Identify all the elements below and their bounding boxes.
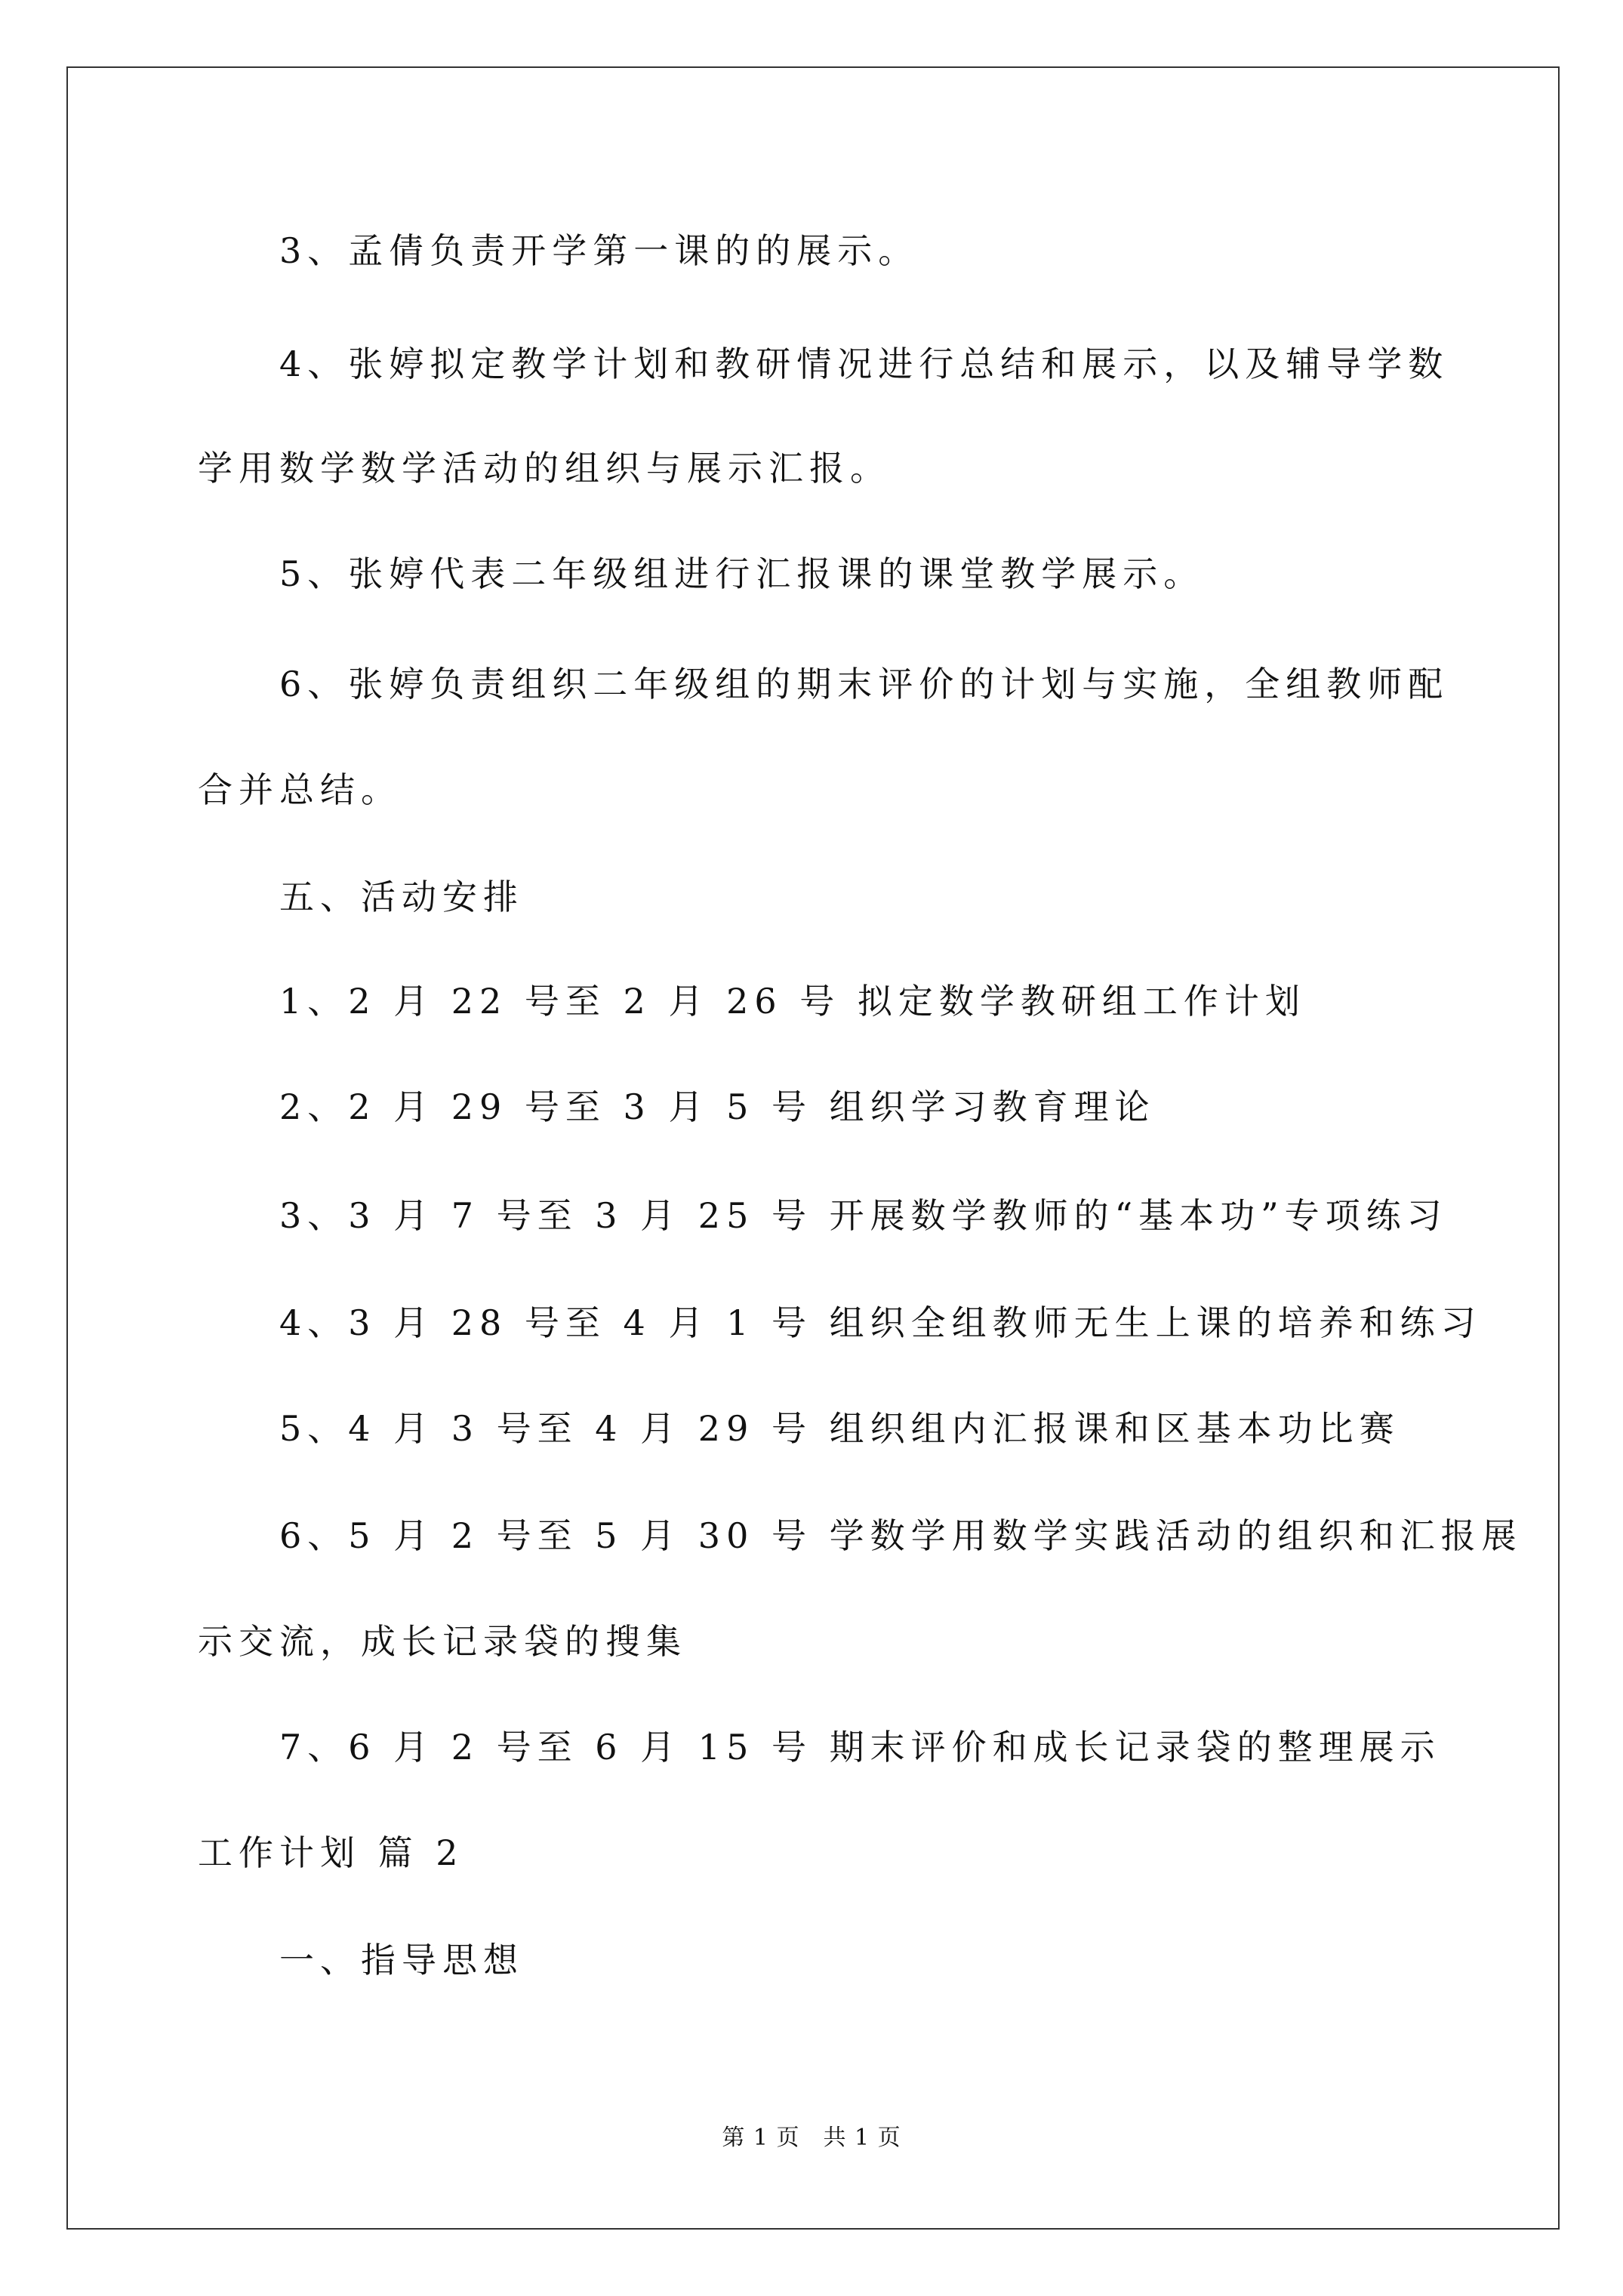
paragraph-4-line-1: 4、张婷拟定教学计划和教研情况进行总结和展示，以及辅导学数 [279,344,1449,384]
section-title-plan-2: 工作计划 篇 2 [198,1832,464,1873]
schedule-item-5: 5、4 月 3 号至 4 月 29 号 组织组内汇报课和区基本功比赛 [279,1408,1400,1449]
schedule-item-3: 3、3 月 7 号至 3 月 25 号 开展数学教师的“基本功”专项练习 [279,1195,1448,1236]
page-footer: 第 1 页 共 1 页 [722,2125,901,2151]
schedule-item-6-line-1: 6、5 月 2 号至 5 月 30 号 学数学用数学实践活动的组织和汇报展 [279,1515,1523,1556]
paragraph-6-line-2: 合并总结。 [198,769,402,810]
schedule-item-6-line-2: 示交流，成长记录袋的搜集 [198,1621,687,1662]
paragraph-5: 5、张婷代表二年级组进行汇报课的课堂教学展示。 [279,553,1205,594]
page-border [66,66,1560,2230]
schedule-item-1: 1、2 月 22 号至 2 月 26 号 拟定数学教研组工作计划 [279,981,1306,1022]
section-heading-guiding-idea: 一、指导思想 [279,1940,524,1980]
schedule-item-7: 7、6 月 2 号至 6 月 15 号 期末评价和成长记录袋的整理展示 [279,1727,1441,1767]
paragraph-6-line-1: 6、张婷负责组织二年级组的期末评价的计划与实施，全组教师配 [279,664,1449,704]
schedule-item-4: 4、3 月 28 号至 4 月 1 号 组织全组教师无生上课的培养和练习 [279,1302,1482,1343]
paragraph-3: 3、孟倩负责开学第一课的的展示。 [279,230,919,271]
section-heading-activities: 五、活动安排 [279,877,524,917]
schedule-item-2: 2、2 月 29 号至 3 月 5 号 组织学习教育理论 [279,1086,1156,1127]
paragraph-4-line-2: 学用数学数学活动的组织与展示汇报。 [198,448,891,488]
